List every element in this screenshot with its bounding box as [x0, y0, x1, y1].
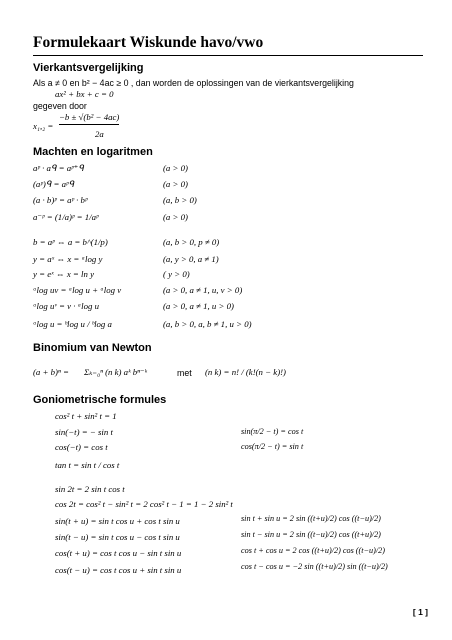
- machten-formula: ᵃlog uv = ᵃlog u + ᵃlog v: [33, 285, 122, 295]
- gonio-formula-right: sin(π/2 − t) = cos t: [241, 427, 304, 436]
- gonio-formula-right: cos t − cos u = −2 sin ((t+u)/2) sin ((t−u)/2): [241, 562, 388, 571]
- section-heading-binomium: Binomium van Newton: [33, 342, 152, 354]
- gonio-formula-right: sin t − sin u = 2 sin ((t−u)/2) cos ((t+u)/2): [241, 530, 381, 539]
- machten-condition: (a > 0): [163, 212, 188, 222]
- binomium-lhs: (a + b)ⁿ =: [33, 367, 69, 377]
- section-heading-machten: Machten en logaritmen: [33, 146, 153, 158]
- machten-condition: (a, b > 0, p ≠ 0): [163, 237, 220, 247]
- machten-condition: (a > 0, a ≠ 1, u > 0): [163, 301, 234, 311]
- machten-formula: (aᵖ)ᑫ = aᵖᑫ: [33, 179, 75, 189]
- gonio-formula: sin(t + u) = sin t cos u + cos t sin u: [55, 516, 180, 526]
- machten-formula: ᵃlog uᵛ = v · ᵃlog u: [33, 301, 99, 311]
- gonio-formula-right: sin t + sin u = 2 sin ((t+u)/2) cos ((t−u)/2): [241, 514, 381, 523]
- abc-formula-denominator: 2a: [95, 129, 104, 139]
- gonio-formula: cos(−t) = cos t: [55, 442, 108, 452]
- gonio-formula: cos(t − u) = cos t cos u + sin t sin u: [55, 565, 182, 575]
- vierkant-given: gegeven door: [33, 101, 87, 111]
- vierkant-intro: Als a ≠ 0 en b² − 4ac ≥ 0 , dan worden de oplossingen van de vierkantsvergelijking: [33, 78, 354, 88]
- section-heading-gonio: Goniometrische formules: [33, 394, 167, 406]
- gonio-formula-right: cos(π/2 − t) = sin t: [241, 442, 304, 451]
- binomium-sum: Σₖ₌₀ⁿ (n k) aᵏ bⁿ⁻ᵏ: [84, 367, 148, 377]
- gonio-formula: cos² t + sin² t = 1: [55, 411, 117, 421]
- gonio-formula: sin 2t = 2 sin t cos t: [55, 484, 125, 494]
- machten-formula: b = aᵖ ⇔ a = b^(1/p): [33, 237, 108, 247]
- machten-formula: a⁻ᵖ = (1/a)ᵖ = 1/aᵖ: [33, 212, 99, 222]
- machten-formula: y = eˣ ⇔ x = ln y: [33, 269, 95, 279]
- page-title: Formulekaart Wiskunde havo/vwo: [33, 34, 423, 56]
- gonio-formula: cos 2t = cos² t − sin² t = 2 cos² t − 1 = 1 − 2 sin² t: [55, 499, 233, 509]
- gonio-formula-right: cos t + cos u = 2 cos ((t+u)/2) cos ((t−u)/2): [241, 546, 385, 555]
- page-number: [ 1 ]: [412, 607, 428, 617]
- machten-formula: ᵃlog u = ᵇlog u / ᵇlog a: [33, 319, 112, 329]
- vierkant-equation: ax² + bx + c = 0: [55, 89, 114, 99]
- gonio-formula: tan t = sin t / cos t: [55, 460, 120, 470]
- machten-condition: (a, b > 0, a, b ≠ 1, u > 0): [163, 319, 252, 329]
- machten-formula: (a · b)ᵖ = aᵖ · bᵖ: [33, 195, 88, 205]
- binomium-met: met: [177, 368, 192, 378]
- abc-formula-lhs: x₁,₂ =: [33, 121, 54, 131]
- machten-condition: (a, y > 0, a ≠ 1): [163, 254, 219, 264]
- machten-condition: ( y > 0): [163, 269, 190, 279]
- machten-condition: (a > 0, a ≠ 1, u, v > 0): [163, 285, 243, 295]
- machten-condition: (a > 0): [163, 163, 188, 173]
- gonio-formula: sin(t − u) = sin t cos u − cos t sin u: [55, 532, 180, 542]
- machten-condition: (a > 0): [163, 179, 188, 189]
- machten-formula: aᵖ · aᑫ = aᵖ⁺ᑫ: [33, 163, 84, 173]
- gonio-formula: sin(−t) = − sin t: [55, 427, 113, 437]
- section-heading-vierkant: Vierkantsvergelijking: [33, 62, 144, 74]
- abc-formula-numerator: −b ± √(b² − 4ac): [59, 113, 119, 125]
- machten-condition: (a, b > 0): [163, 195, 197, 205]
- binomium-coefficient: (n k) = n! / (k!(n − k)!): [205, 367, 286, 377]
- machten-formula: y = aˣ ⇔ x = ᵃlog y: [33, 254, 103, 264]
- gonio-formula: cos(t + u) = cos t cos u − sin t sin u: [55, 548, 182, 558]
